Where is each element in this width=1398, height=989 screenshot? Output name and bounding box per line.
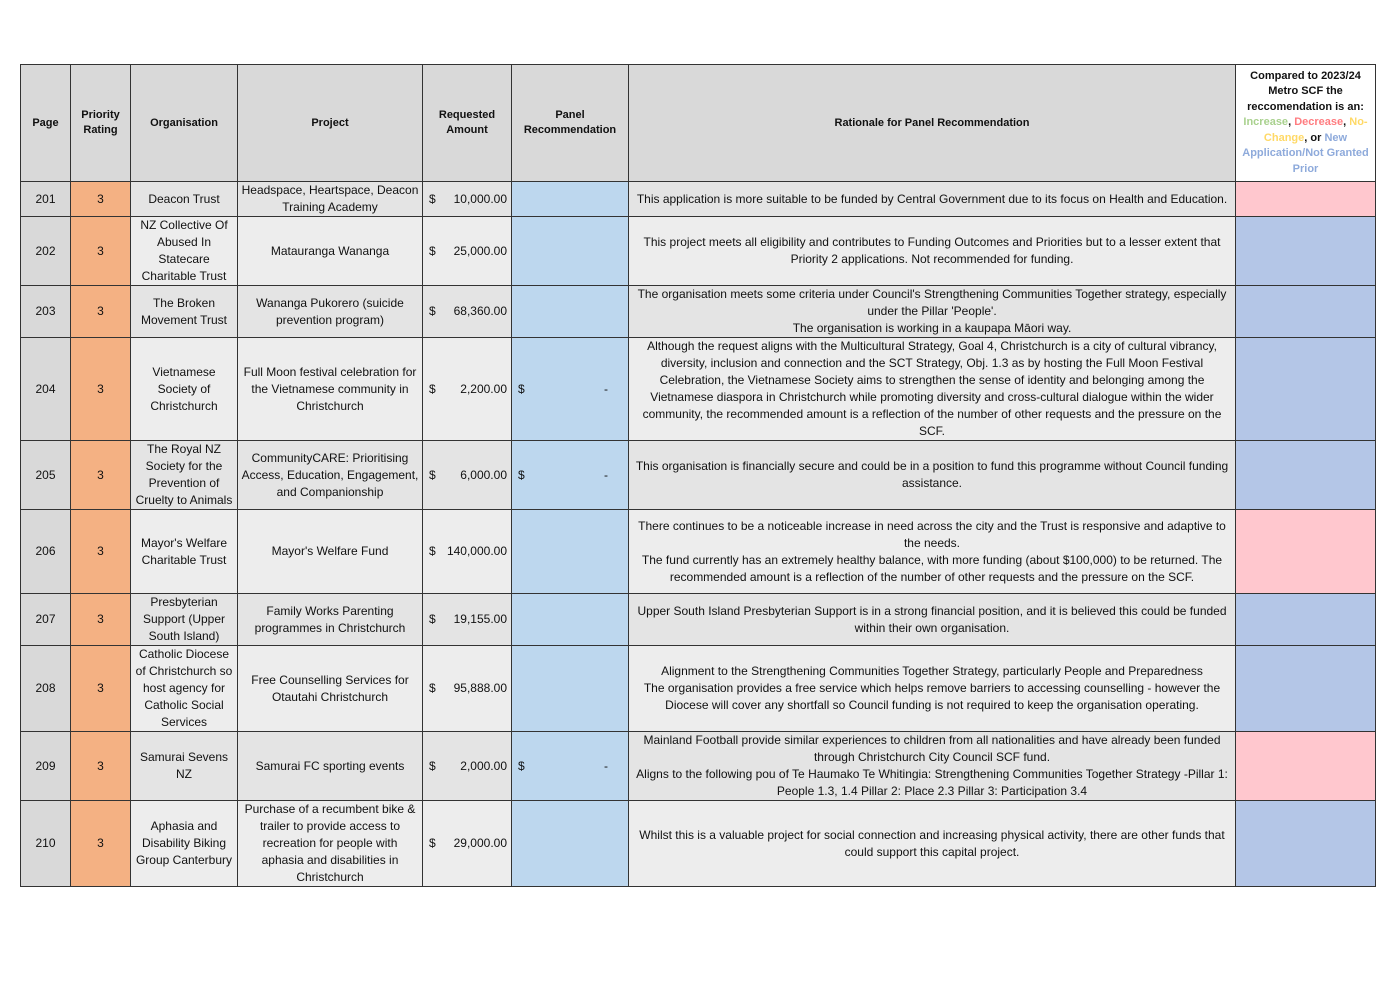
priority-cell: 3 [71, 286, 131, 338]
comparison-status-cell [1236, 801, 1376, 887]
priority-cell: 3 [71, 338, 131, 441]
rationale-cell [629, 182, 1236, 217]
project-column-header: Project [238, 65, 423, 182]
legend-or: , or [1304, 131, 1325, 144]
comparison-status-cell [1236, 510, 1376, 594]
organisation-cell: Mayor's Welfare Charitable Trust [131, 510, 238, 594]
rationale-cell [629, 286, 1236, 338]
rationale-cell [629, 217, 1236, 286]
table-body [21, 182, 1376, 887]
page-cell: 203 [21, 286, 71, 338]
project-cell: Samurai FC sporting events [238, 732, 423, 801]
requested-amount-cell [423, 217, 512, 286]
page-cell: 208 [21, 646, 71, 732]
rationale-cell [629, 801, 1236, 887]
rationale-paragraph: Upper South Island Presbyterian Support is in a strong financial position, and it is believed this could be funded within their own organisation. [637, 603, 1227, 635]
comparison-status-cell [1236, 286, 1376, 338]
legend-separator: , [1288, 116, 1295, 129]
project-cell: Matauranga Wananga [238, 217, 423, 286]
organisation-cell: Aphasia and Disability Biking Group Canterbury [131, 801, 238, 887]
organisation-column-header: Organisation [131, 65, 238, 182]
rationale-paragraph: There continues to be a noticeable increase in need across the city and the Trust is responsive and adaptive to the needs. [638, 518, 1226, 550]
currency-symbol: $ [429, 243, 436, 258]
requested-amount-cell [423, 286, 512, 338]
priority-cell: 3 [71, 801, 131, 887]
rationale-paragraph: Although the request aligns with the Multicultural Strategy, Goal 4, Christchurch is a city of cultural vibrancy, diversity, inclusion and connection and the SCT Strategy, Obj. 1.3 as by hosting the Full Moon Festival Celebration, the Vietnamese Society aims to strengthen the sense of identity and belonging among the Vietnamese diaspora in Christchurch while promoting diversity and cross-cultural dialogue within the wider community, the recommended amount is a reflection of the number of other requests and the pressure on the SCF. [642, 339, 1222, 438]
panel-column-header: Panel Recommendation [512, 65, 629, 182]
rationale-column-header: Rationale for Panel Recommendation [629, 65, 1236, 182]
requested-amount-value: 19,155.00 [453, 612, 507, 626]
requested-amount-value: 6,000.00 [460, 467, 507, 482]
project-cell: Purchase of a recumbent bike & trailer to provide access to recreation for people with aphasia and disabilities in Christchurch [238, 801, 423, 887]
currency-symbol: $ [429, 544, 436, 558]
requested-amount-value: 2,200.00 [460, 381, 507, 396]
page-column-header: Page [21, 65, 71, 182]
requested-amount-cell [423, 594, 512, 646]
requested-amount-value: 29,000.00 [453, 836, 507, 850]
requested-amount-cell [423, 732, 512, 801]
comparison-status-cell [1236, 338, 1376, 441]
organisation-cell: Vietnamese Society of Christchurch [131, 338, 238, 441]
page-cell: 202 [21, 217, 71, 286]
page-cell: 210 [21, 801, 71, 887]
comparison-column-header [1236, 65, 1376, 182]
table-row [21, 646, 1376, 732]
panel-amount-value: - [604, 467, 608, 482]
priority-cell: 3 [71, 646, 131, 732]
legend-new-application: New Application/Not Granted Prior [1242, 131, 1369, 175]
page-cell: 204 [21, 338, 71, 441]
table-row [21, 182, 1376, 217]
currency-symbol: $ [429, 836, 436, 850]
requested-amount-cell [423, 801, 512, 887]
panel-recommendation-cell [512, 646, 629, 732]
currency-symbol: $ [518, 758, 525, 773]
table-row [21, 217, 1376, 286]
priority-cell: 3 [71, 510, 131, 594]
currency-symbol: $ [429, 191, 436, 206]
table-row [21, 338, 1376, 441]
rationale-cell [629, 441, 1236, 510]
table-row [21, 441, 1376, 510]
panel-amount-value: - [604, 381, 608, 396]
organisation-cell: The Broken Movement Trust [131, 286, 238, 338]
requested-amount-value: 68,360.00 [453, 304, 507, 318]
rationale-paragraph: Aligns to the following pou of Te Haumako Te Whitingia: Strengthening Communities Together Strategy -Pillar 1: People 1.3, 1.4 Pillar 2: Place 2.3 Pillar 3: Participation 3.4 [636, 767, 1228, 798]
comparison-status-cell [1236, 217, 1376, 286]
requested-amount-value: 2,000.00 [460, 758, 507, 773]
panel-recommendation-cell [512, 182, 629, 217]
rationale-paragraph: Mainland Football provide similar experiences to children from all nationalities and have already been funded through Christchurch City Council SCF fund. [643, 733, 1221, 764]
table-row [21, 510, 1376, 594]
rationale-cell [629, 510, 1236, 594]
legend-decrease: Decrease [1294, 116, 1344, 129]
table-row [21, 732, 1376, 801]
rationale-paragraph: The organisation is working in a kaupapa Māori way. [792, 321, 1072, 335]
comparison-status-cell [1236, 441, 1376, 510]
project-cell: Free Counselling Services for Otautahi Christchurch [238, 646, 423, 732]
requested-amount-value: 95,888.00 [453, 681, 507, 695]
page-cell: 205 [21, 441, 71, 510]
priority-cell: 3 [71, 594, 131, 646]
organisation-cell: Presbyterian Support (Upper South Island) [131, 594, 238, 646]
rationale-paragraph: This organisation is financially secure and could be in a position to fund this programme without Council funding assistance. [635, 459, 1229, 490]
header-row [21, 65, 1376, 182]
rationale-paragraph: The organisation meets some criteria under Council's Strengthening Communities Together strategy, especially under the Pillar 'People'. [637, 287, 1227, 318]
currency-symbol: $ [429, 381, 436, 396]
page-cell: 206 [21, 510, 71, 594]
project-cell: Mayor's Welfare Fund [238, 510, 423, 594]
requested-amount-cell [423, 441, 512, 510]
currency-symbol: $ [429, 612, 436, 626]
project-cell: CommunityCARE: Prioritising Access, Education, Engagement, and Companionship [238, 441, 423, 510]
currency-symbol: $ [429, 681, 436, 695]
currency-symbol: $ [429, 467, 436, 482]
priority-cell: 3 [71, 217, 131, 286]
rationale-paragraph: Alignment to the Strengthening Communities Together Strategy, particularly People and Preparedness [661, 664, 1203, 678]
requested-column-header: Requested Amount [423, 65, 512, 182]
comparison-status-cell [1236, 594, 1376, 646]
panel-recommendation-cell [512, 732, 629, 801]
requested-amount-cell [423, 182, 512, 217]
table-row [21, 286, 1376, 338]
priority-column-header: Priority Rating [71, 65, 131, 182]
panel-recommendation-cell [512, 338, 629, 441]
organisation-cell: The Royal NZ Society for the Prevention of Cruelty to Animals [131, 441, 238, 510]
rationale-cell [629, 732, 1236, 801]
funding-recommendations-table [20, 64, 1376, 887]
rationale-paragraph: This project meets all eligibility and contributes to Funding Outcomes and Priorities but to a lesser extent that Priority 2 applications. Not recommended for funding. [643, 235, 1221, 266]
comparison-header-text: Compared to 2023/24 Metro SCF the reccomendation is an: [1247, 69, 1364, 113]
panel-recommendation-cell [512, 510, 629, 594]
rationale-paragraph: The fund currently has an extremely healthy balance, with more funding (about $100,000) to be returned. The recommended amount is a reflection of the number of other requests and the pressure on the SCF. [641, 552, 1223, 584]
table-row [21, 801, 1376, 887]
comparison-status-cell [1236, 732, 1376, 801]
legend-increase: Increase [1243, 116, 1289, 129]
comparison-status-cell [1236, 646, 1376, 732]
panel-recommendation-cell [512, 286, 629, 338]
project-cell: Family Works Parenting programmes in Christchurch [238, 594, 423, 646]
project-cell: Wananga Pukorero (suicide prevention program) [238, 286, 423, 338]
organisation-cell: NZ Collective Of Abused In Statecare Charitable Trust [131, 217, 238, 286]
panel-recommendation-cell [512, 217, 629, 286]
requested-amount-cell [423, 646, 512, 732]
organisation-cell: Samurai Sevens NZ [131, 732, 238, 801]
rationale-cell [629, 594, 1236, 646]
organisation-cell: Deacon Trust [131, 182, 238, 217]
requested-amount-value: 25,000.00 [453, 243, 507, 258]
legend-no-change: No-Change [1263, 116, 1368, 144]
requested-amount-cell [423, 338, 512, 441]
currency-symbol: $ [518, 381, 525, 396]
requested-amount-value: 140,000.00 [446, 544, 507, 558]
project-cell: Full Moon festival celebration for the Vietnamese community in Christchurch [238, 338, 423, 441]
rationale-paragraph: The organisation provides a free service which helps remove barriers to accessing counselling - however the Diocese will cover any shortfall so Council funding is not required to keep the organisation operating. [643, 681, 1221, 712]
panel-recommendation-cell [512, 441, 629, 510]
requested-amount-cell [423, 510, 512, 594]
currency-symbol: $ [518, 467, 525, 482]
project-cell: Headspace, Heartspace, Deacon Training Academy [238, 182, 423, 217]
priority-cell: 3 [71, 441, 131, 510]
panel-recommendation-cell [512, 594, 629, 646]
rationale-paragraph: Whilst this is a valuable project for social connection and increasing physical activity, there are other funds that could support this capital project. [639, 827, 1225, 859]
priority-cell: 3 [71, 182, 131, 217]
priority-cell: 3 [71, 732, 131, 801]
currency-symbol: $ [429, 304, 436, 318]
legend-separator: , [1343, 116, 1350, 129]
comparison-status-cell [1236, 182, 1376, 217]
currency-symbol: $ [429, 758, 436, 773]
requested-amount-value: 10,000.00 [453, 191, 507, 206]
rationale-paragraph: This application is more suitable to be funded by Central Government due to its focus on Health and Education. [636, 191, 1228, 206]
page-cell: 201 [21, 182, 71, 217]
rationale-cell [629, 646, 1236, 732]
organisation-cell: Catholic Diocese of Christchurch so host agency for Catholic Social Services [131, 646, 238, 732]
page-cell: 207 [21, 594, 71, 646]
rationale-cell [629, 338, 1236, 441]
table-row [21, 594, 1376, 646]
panel-recommendation-cell [512, 801, 629, 887]
panel-amount-value: - [604, 758, 608, 773]
page-cell: 209 [21, 732, 71, 801]
